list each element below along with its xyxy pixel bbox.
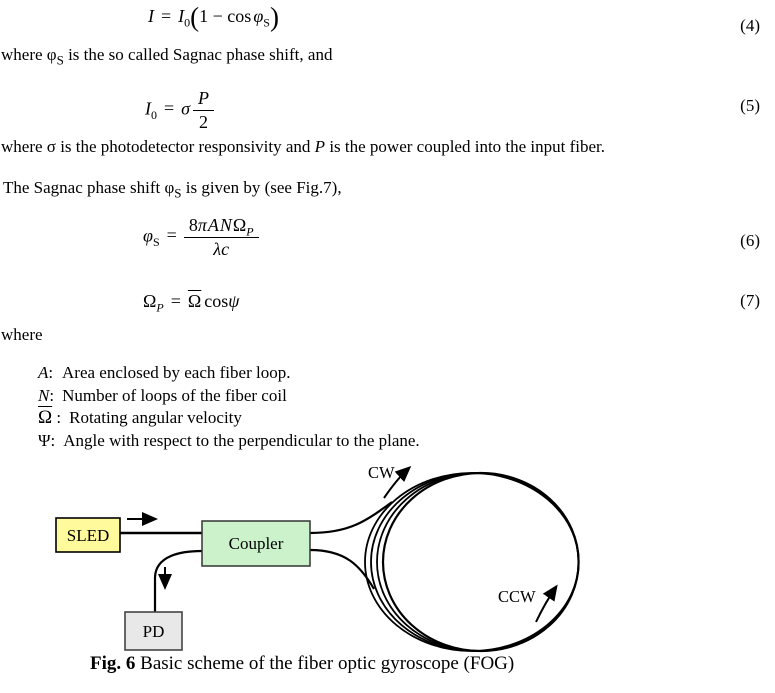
symbol-N: N xyxy=(38,385,50,405)
fog-figure xyxy=(0,455,775,660)
eq7-equals: = xyxy=(170,291,181,311)
pd-label: PD xyxy=(142,622,165,641)
ccw-label: CCW xyxy=(498,587,536,606)
eq5-fraction xyxy=(193,88,214,132)
symbol-row-A xyxy=(38,362,420,385)
eq4-body: 1 − cos xyxy=(199,6,252,26)
eq6-lhs-sub: S xyxy=(152,234,160,249)
equation-7 xyxy=(143,291,240,315)
eq6-fraction xyxy=(184,215,259,259)
eq4-base-sub: 0 xyxy=(184,15,191,30)
eq6-denominator: λc xyxy=(213,238,230,259)
paragraph-where: where xyxy=(1,325,43,344)
symbol-row-N xyxy=(38,385,420,408)
p1-sub: S xyxy=(56,52,64,68)
eq5-numerator: P xyxy=(198,88,210,108)
p2-pre: where σ is the photodetector responsivity and xyxy=(1,137,315,156)
eq6-lhs: φ xyxy=(143,225,153,246)
equation-4 xyxy=(148,2,279,32)
symbol-omega-colon: : xyxy=(52,408,62,427)
p1-pre: where φ xyxy=(1,45,57,64)
equation-5 xyxy=(145,88,214,132)
p3-sub: S xyxy=(174,185,182,201)
paragraph-given-by xyxy=(3,177,342,204)
eq4-close-paren: ) xyxy=(269,2,279,32)
eq7-lhs: Ω xyxy=(143,291,157,311)
paragraph-sagnac-shift xyxy=(1,44,332,71)
eq7-cos: cos xyxy=(204,291,229,311)
symbol-A: A xyxy=(38,363,49,382)
eq6-num-omega: Ω xyxy=(232,215,247,235)
cw-label: CW xyxy=(368,463,395,482)
eq7-lhs-sub: P xyxy=(156,300,164,315)
coupler-pd-fiber xyxy=(155,551,202,612)
equation-4-number: (4) xyxy=(740,16,760,35)
symbol-N-text: Number of loops of the fiber coil xyxy=(62,385,287,405)
symbol-row-omega xyxy=(38,407,420,430)
equation-6-number: (6) xyxy=(740,231,760,250)
equation-5-number: (5) xyxy=(740,96,760,115)
eq4-phi: φ xyxy=(253,6,264,26)
caption-text: Basic scheme of the fiber optic gyroscope (FOG) xyxy=(135,653,515,674)
eq6-num-sub: P xyxy=(246,224,254,239)
eq7-psi: ψ xyxy=(228,291,240,311)
eq5-base: I xyxy=(145,98,151,119)
symbol-A-text: Area enclosed by each fiber loop. xyxy=(62,363,291,382)
p3-post: is given by (see Fig.7), xyxy=(181,178,342,197)
eq5-base-sub: 0 xyxy=(151,107,157,122)
eq6-num-piAN: πAN xyxy=(197,215,233,235)
sled-label: SLED xyxy=(66,526,110,545)
symbol-N-colon: : xyxy=(49,385,55,405)
eq6-equals: = xyxy=(166,225,177,246)
eq4-base: I xyxy=(178,6,185,26)
symbol-psi-colon: : xyxy=(50,430,56,450)
eq5-denominator: 2 xyxy=(199,111,209,132)
eq4-lhs: I xyxy=(148,6,154,26)
p3-pre: The Sagnac phase shift φ xyxy=(3,178,175,197)
caption-fig-label: Fig. 6 xyxy=(90,653,136,674)
eq6-num-8: 8 xyxy=(188,215,198,235)
symbol-row-psi xyxy=(38,430,420,453)
fiber-coil xyxy=(365,473,579,651)
symbol-psi: Ψ xyxy=(38,430,51,450)
p1-post: is the so called Sagnac phase shift, and xyxy=(63,45,333,64)
ccw-arrow xyxy=(536,587,556,622)
equation-7-number: (7) xyxy=(740,291,760,310)
symbol-psi-text: Angle with respect to the perpendicular to the plane. xyxy=(63,430,420,450)
eq4-open-paren: ( xyxy=(190,2,200,32)
coupler-label: Coupler xyxy=(228,534,284,553)
symbol-omega-bar: $\overline{\Omega}$ xyxy=(38,407,53,428)
symbol-omega-text: Rotating angular velocity xyxy=(69,408,242,427)
eq4-phi-sub: S xyxy=(263,15,270,30)
coil-turn-4 xyxy=(365,473,579,651)
p2-post: is the power coupled into the input fiber. xyxy=(325,137,606,156)
eq5-sigma: σ xyxy=(181,98,191,119)
figure-caption xyxy=(90,653,514,675)
eq5-equals: = xyxy=(164,98,175,119)
eq7-omega-bar: $\overline{\Omega}$ xyxy=(187,291,202,311)
equation-6 xyxy=(143,215,259,259)
p2-italic-P: P xyxy=(314,137,326,156)
symbol-A-colon: : xyxy=(48,363,54,382)
eq4-equals: = xyxy=(161,6,172,26)
paragraph-responsivity xyxy=(1,136,605,158)
symbol-list xyxy=(38,362,420,452)
